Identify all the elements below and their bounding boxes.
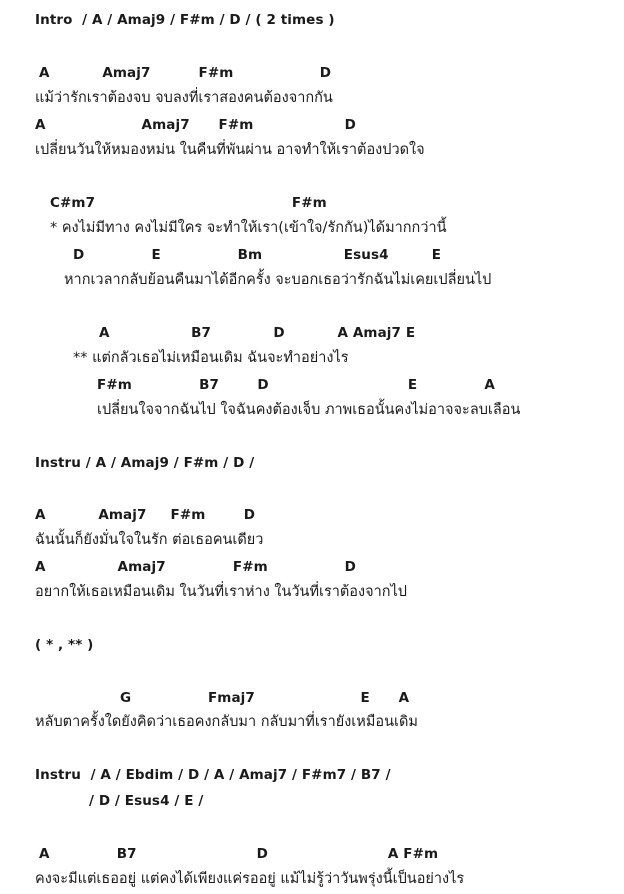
chord-line: A Amaj7 F#m D — [39, 65, 332, 81]
instru-line: / D / Esus4 / E / — [89, 793, 204, 809]
chord-line: F#m B7 D E A — [97, 377, 495, 393]
chord-line: C#m7 F#m — [50, 195, 327, 211]
chord-line: G Fmaj7 E A — [120, 690, 410, 706]
repeat-marker: ( * , ** ) — [35, 637, 94, 653]
lyric-line: หลับตาครั้งใดยังคิดว่าเธอคงกลับมา กลับมาที่เรายังเหมือนเดิม — [35, 714, 418, 730]
chord-line: A Amaj7 F#m D — [35, 117, 356, 133]
instru-line: Instru / A / Amaj9 / F#m / D / — [35, 455, 255, 471]
lyric-line: อยากให้เธอเหมือนเดิม ในวันที่เราห่าง ในวันที่เราต้องจากไป — [35, 584, 408, 600]
lyric-line: ** แต่กลัวเธอไม่เหมือนเดิม ฉันจะทำอย่างไร — [73, 350, 349, 366]
instru-line: Instru / A / Ebdim / D / A / Amaj7 / F#m7 / B7 / — [35, 767, 391, 783]
lyric-line: หากเวลากลับย้อนคืนมาได้อีกครั้ง จะบอกเธอว่ารักฉันไม่เคยเปลี่ยนไป — [64, 272, 492, 288]
lyric-line: แม้ว่ารักเราต้องจบ จบลงที่เราสองคนต้องจากกัน — [35, 90, 333, 106]
lyric-line: * คงไม่มีทาง คงไม่มีใคร จะทำให้เรา(เข้าใจ/รักกัน)ได้มากกว่านี้ — [50, 220, 447, 236]
chord-line: D E Bm Esus4 E — [73, 247, 442, 263]
lyric-line: เปลี่ยนใจจากฉันไป ใจฉันคงต้องเจ็บ ภาพเธอนั้นคงไม่อาจจะลบเลือน — [97, 402, 521, 418]
chord-line: A Amaj7 F#m D — [35, 507, 256, 523]
lyric-line: เปลี่ยนวันให้หมองหม่น ในคืนที่พันผ่าน อาจทำให้เราต้องปวดใจ — [35, 142, 425, 158]
chord-line: A B7 D A Amaj7 E — [99, 325, 416, 341]
lyric-line: ฉันนั้นก็ยังมั่นใจในรัก ต่อเธอคนเดียว — [35, 532, 264, 548]
chord-line: A Amaj7 F#m D — [35, 559, 356, 575]
chord-line: A B7 D A F#m — [39, 846, 439, 862]
intro-line: Intro / A / Amaj9 / F#m / D / ( 2 times ) — [35, 12, 335, 28]
lyric-line: คงจะมีแต่เธออยู่ แต่คงได้เพียงแค่รออยู่ แม้ไม่รู้ว่าวันพรุ่งนี้เป็นอย่างไร — [35, 871, 465, 887]
